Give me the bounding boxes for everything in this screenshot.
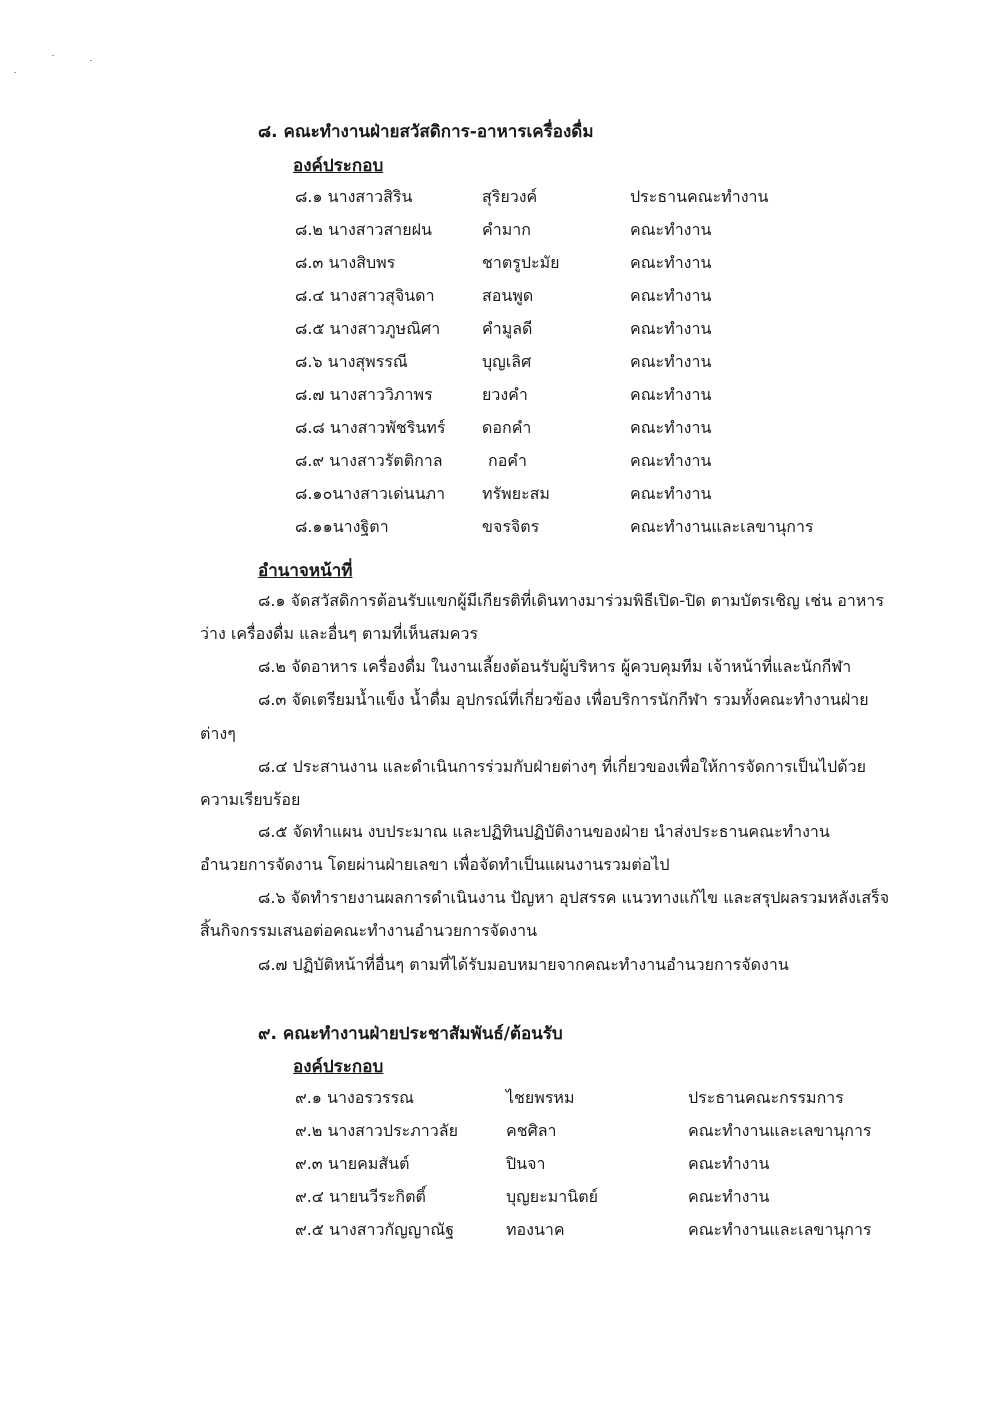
member-role: คณะทำงานและเลขานุการ bbox=[688, 1121, 872, 1140]
member-name: ๘.๑๑นางฐิตา bbox=[295, 517, 389, 536]
member-surname: คำมาก bbox=[482, 220, 531, 239]
member-name: ๘.๑๐นางสาวเด่นนภา bbox=[295, 484, 446, 503]
duty-line-cont: อำนวยการจัดงาน โดยผ่านฝ่ายเลขา เพื่อจัดทำเป็นแผนงานรวมต่อไป bbox=[200, 855, 670, 874]
member-surname: ไชยพรหม bbox=[506, 1088, 575, 1107]
member-name: ๘.๘ นางสาวพัชรินทร์ bbox=[295, 418, 446, 437]
member-surname: ทรัพยะสม bbox=[482, 484, 550, 503]
member-role: คณะทำงาน bbox=[630, 418, 712, 437]
duty-line: ๘.๒ จัดอาหาร เครื่องดื่ม ในงานเลี้ยงต้อนรับผู้บริหาร ผู้ควบคุมทีม เจ้าหน้าที่และนักกีฬา bbox=[258, 657, 852, 676]
member-name: ๘.๔ นางสาวสุจินดา bbox=[295, 286, 435, 305]
section8-duties-title: อำนาจหน้าที่ bbox=[258, 561, 353, 581]
member-name: ๘.๕ นางสาวภูษณิศา bbox=[295, 319, 441, 338]
member-name: ๘.๙ นางสาวรัตติกาล bbox=[295, 451, 443, 470]
member-surname: ยวงคำ bbox=[482, 385, 528, 404]
member-role: ประธานคณะทำงาน bbox=[630, 187, 769, 206]
member-role: คณะทำงาน bbox=[630, 352, 712, 371]
duty-line: ๘.๓ จัดเตรียมน้ำแข็ง น้ำดื่ม อุปกรณ์ที่เกี่ยวข้อง เพื่อบริการนักกีฬา รวมทั้งคณะทำงานฝ่าย bbox=[258, 690, 869, 709]
scan-speck bbox=[52, 55, 54, 56]
member-role: คณะทำงาน bbox=[630, 385, 712, 404]
member-name: ๙.๔ นายนวีระกิตติ์ bbox=[295, 1187, 426, 1206]
section9-members-title: องค์ประกอบ bbox=[293, 1057, 384, 1077]
member-surname: สอนพูด bbox=[482, 286, 534, 305]
member-surname: ชาตรูปะมัย bbox=[482, 253, 560, 272]
member-name: ๘.๑ นางสาวสิริน bbox=[295, 187, 413, 206]
member-role: คณะทำงานและเลขานุการ bbox=[688, 1220, 872, 1239]
member-role: คณะทำงาน bbox=[630, 253, 712, 272]
member-name: ๘.๓ นางสิบพร bbox=[295, 253, 396, 272]
member-surname: บุญยะมานิตย์ bbox=[506, 1187, 598, 1206]
duty-line-cont: ต่างๆ bbox=[200, 724, 236, 743]
member-role: คณะทำงาน bbox=[630, 319, 712, 338]
duty-line-cont: ความเรียบร้อย bbox=[200, 790, 301, 809]
member-name: ๙.๕ นางสาวกัญญาณัฐ bbox=[295, 1220, 455, 1239]
scan-speck bbox=[90, 60, 92, 61]
member-role: ประธานคณะกรรมการ bbox=[688, 1088, 844, 1107]
duty-line: ๘.๕ จัดทำแผน งบประมาณ และปฏิทินปฏิบัติงานของฝ่าย นำส่งประธานคณะทำงาน bbox=[258, 822, 830, 841]
member-role: คณะทำงาน bbox=[688, 1154, 770, 1173]
member-surname: ปินจา bbox=[506, 1154, 546, 1173]
duty-line-cont: สิ้นกิจกรรมเสนอต่อคณะทำงานอำนวยการจัดงาน bbox=[200, 921, 538, 940]
section8-members-title: องค์ประกอบ bbox=[293, 156, 384, 176]
member-surname: ขจรจิตร bbox=[482, 517, 540, 536]
section9-heading: ๙. คณะทำงานฝ่ายประชาสัมพันธ์/ต้อนรับ bbox=[258, 1024, 563, 1044]
member-name: ๙.๑ นางอรวรรณ bbox=[295, 1088, 414, 1107]
member-surname: กอคำ bbox=[488, 451, 527, 470]
member-surname: สุริยวงค์ bbox=[482, 187, 538, 206]
member-name: ๘.๖ นางสุพรรณี bbox=[295, 352, 408, 371]
scan-speck bbox=[14, 72, 16, 73]
member-surname: ทองนาค bbox=[506, 1220, 565, 1239]
member-name: ๙.๓ นายคมสันต์ bbox=[295, 1154, 410, 1173]
member-surname: คชศิลา bbox=[506, 1121, 557, 1140]
member-name: ๘.๗ นางสาววิภาพร bbox=[295, 385, 433, 404]
section8-heading: ๘. คณะทำงานฝ่ายสวัสดิการ-อาหารเครื่องดื่ม bbox=[258, 122, 594, 142]
member-surname: ดอกคำ bbox=[482, 418, 532, 437]
member-role: คณะทำงาน bbox=[630, 286, 712, 305]
member-surname: คำมูลดี bbox=[482, 319, 533, 338]
member-role: คณะทำงาน bbox=[688, 1187, 770, 1206]
member-name: ๘.๒ นางสาวสายฝน bbox=[295, 220, 432, 239]
member-role: คณะทำงาน bbox=[630, 220, 712, 239]
duty-line: ๘.๖ จัดทำรายงานผลการดำเนินงาน ปัญหา อุปสรรค แนวทางแก้ไข และสรุปผลรวมหลังเสร็จ bbox=[258, 888, 890, 907]
duty-line: ๘.๑ จัดสวัสดิการต้อนรับแขกผู้มีเกียรติที่เดินทางมาร่วมพิธีเปิด-ปิด ตามบัตรเชิญ เช่น อาหาร bbox=[258, 591, 884, 610]
member-name: ๙.๒ นางสาวประภาวลัย bbox=[295, 1121, 458, 1140]
member-role: คณะทำงาน bbox=[630, 451, 712, 470]
duty-line: ๘.๗ ปฏิบัติหน้าที่อื่นๆ ตามที่ได้รับมอบหมายจากคณะทำงานอำนวยการจัดงาน bbox=[258, 955, 789, 974]
member-surname: บุญเลิศ bbox=[482, 352, 532, 371]
duty-line-cont: ว่าง เครื่องดื่ม และอื่นๆ ตามที่เห็นสมควร bbox=[200, 624, 479, 643]
member-role: คณะทำงานและเลขานุการ bbox=[630, 517, 814, 536]
member-role: คณะทำงาน bbox=[630, 484, 712, 503]
duty-line: ๘.๔ ประสานงาน และดำเนินการร่วมกับฝ่ายต่างๆ ที่เกี่ยวของเพื่อให้การจัดการเป็นไปด้วย bbox=[258, 757, 866, 776]
